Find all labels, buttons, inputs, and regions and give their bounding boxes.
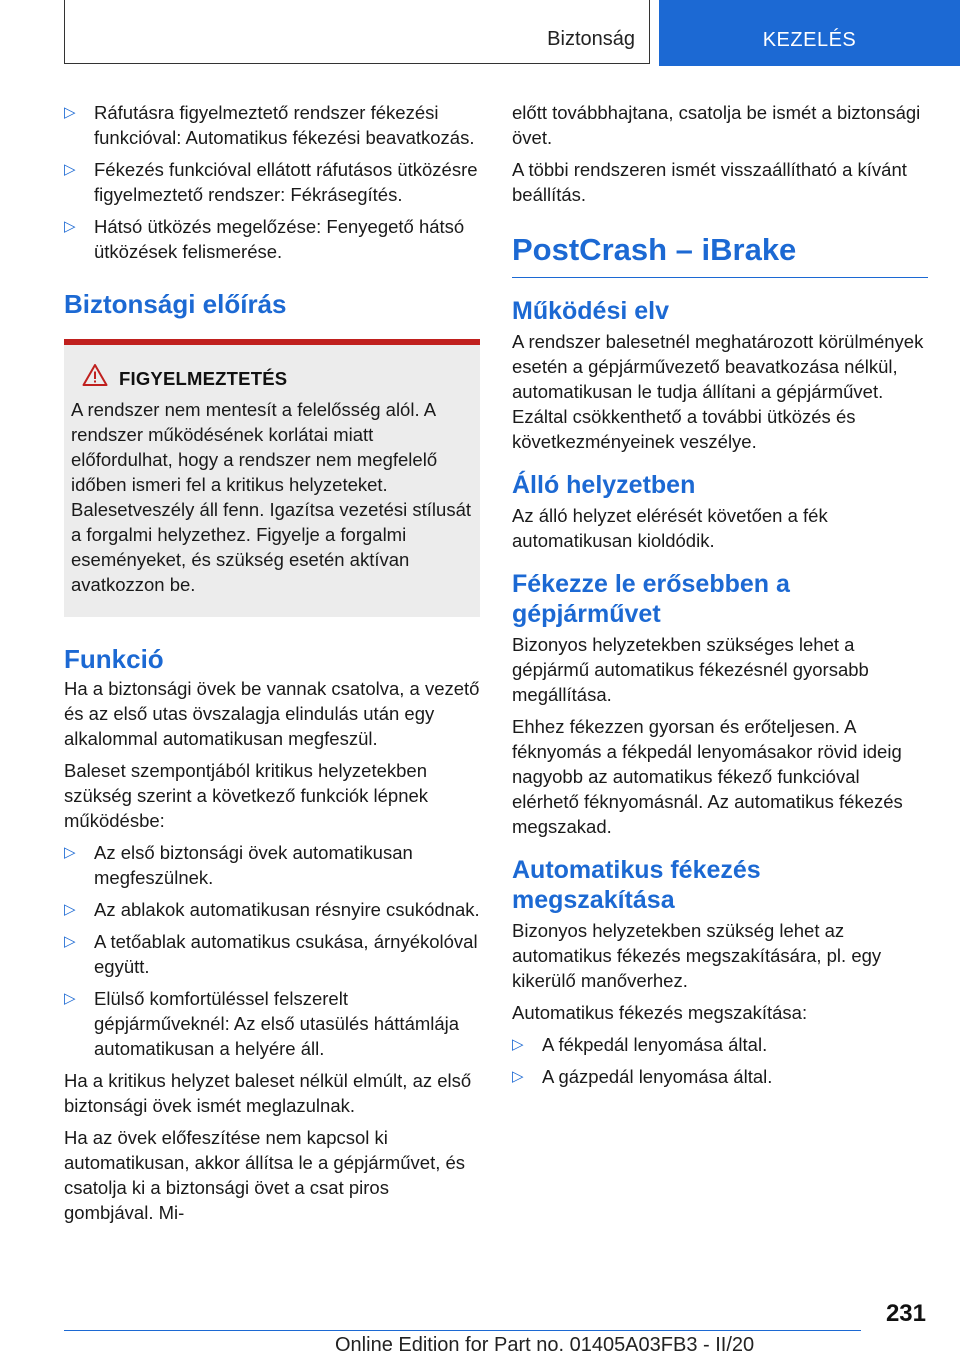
triangle-bullet-icon: ▷ xyxy=(512,1036,524,1053)
interrupt-list xyxy=(512,1032,928,1089)
warning-header xyxy=(71,345,473,397)
standstill-heading: Álló helyzetben xyxy=(512,471,696,499)
header-chapter-label: KEZELÉS xyxy=(762,29,857,51)
standstill-paragraph: Az álló helyzet elérését követően a fék automatikusan kioldódik. xyxy=(512,505,828,551)
interrupt-heading: Automatikus fékezés megszakítása xyxy=(512,856,761,914)
header-section-title: Biztonság xyxy=(547,28,635,50)
warning-title: FIGYELMEZTETÉS xyxy=(119,368,288,389)
triangle-bullet-icon: ▷ xyxy=(64,161,76,178)
principle-heading: Működési elv xyxy=(512,297,669,325)
triangle-bullet-icon: ▷ xyxy=(64,218,76,235)
triangle-bullet-icon: ▷ xyxy=(64,933,76,950)
warning-triangle-icon xyxy=(82,363,108,387)
list-item: ▷ Az első biztonsági övek automatikusan megfeszülnek. xyxy=(64,842,413,888)
warning-text: A rendszer nem mentesít a felelősség alól. A rendszer működésének korlátai miatt előfordulhat, hogy a rendszer nem megfelelő időben ismeri fel a kritikus helyzeteket. Balesetveszély áll fenn. Igazítsa vezetési stílusát a forgalmi helyzethez. Figyelje a forgalmi eseményeket, és szükség esetén aktívan avatkozzon be. xyxy=(71,399,472,595)
header-chapter-tab xyxy=(659,0,960,66)
postcrash-heading: PostCrash – iBrake xyxy=(512,231,928,278)
list-item: ▷ Az ablakok automatikusan résnyire csukódnak. xyxy=(64,899,480,920)
list-item: ▷ A fékpedál lenyomása által. xyxy=(512,1034,768,1055)
interrupt-paragraph: Bizonyos helyzetekben szükség lehet az automatikus fékezés megszakítására, pl. egy kikerülő manőverhez. xyxy=(512,920,882,991)
function-list xyxy=(64,840,480,1061)
page-header xyxy=(0,0,960,66)
header-section-box xyxy=(64,0,650,64)
function-paragraph: Ha az övek előfeszítése nem kapcsol ki automatikusan, akkor állítsa le a gépjárművet, és csatolja ki a biztonsági övet a csat piros gombjával. Mi- xyxy=(64,1127,466,1223)
principle-paragraph: A rendszer balesetnél meghatározott körülmények esetén a gépjárművezető beavatkozása nélkül, automatikusan le tudja állítani a gépjárművet. Ezáltal csökkenthető a további ütközés és következményeinek veszélye. xyxy=(512,331,924,452)
function-paragraph: Ha a biztonsági övek be vannak csatolva, a vezető és az első utas övszalagja elindulás után egy alkalommal automatikusan megfeszül. xyxy=(64,678,480,749)
triangle-bullet-icon: ▷ xyxy=(64,901,76,918)
function-paragraph: Baleset szempontjából kritikus helyzetekben szükség szerint a következő funkciók lépnek működésbe: xyxy=(64,760,429,831)
triangle-bullet-icon: ▷ xyxy=(512,1068,524,1085)
right-column xyxy=(512,100,928,1096)
list-item: ▷ A tetőablak automatikus csukása, árnyékolóval együtt. xyxy=(64,931,478,977)
warning-box xyxy=(64,339,480,617)
function-paragraph: Ha a kritikus helyzet baleset nélkül elmúlt, az első biztonsági övek ismét meglazulnak. xyxy=(64,1070,472,1116)
list-item: ▷ Elülső komfortüléssel felszerelt gépjárműveknél: Az első utasülés háttámlája automatikusan a helyére áll. xyxy=(64,988,460,1059)
list-item: ▷ A gázpedál lenyomása által. xyxy=(512,1066,773,1087)
left-column xyxy=(64,100,480,1232)
triangle-bullet-icon: ▷ xyxy=(64,844,76,861)
list-item: ▷ Hátsó ütközés megelőzése: Fenyegető hátsó ütközések felismerése. xyxy=(64,216,465,262)
stronger-braking-heading: Fékezze le erősebben a gépjárművet xyxy=(512,570,790,628)
function-heading: Funkció xyxy=(64,644,164,674)
feature-list xyxy=(64,100,480,264)
stronger-braking-paragraph: Ehhez fékezzen gyorsan és erőteljesen. A féknyomás a fékpedál lenyomásakor rövid ideig nagyobb az automatikus fékező funkcióval elérhető féknyomásnál. Az automatikus fékezés megszakad. xyxy=(512,716,903,837)
interrupt-paragraph: Automatikus fékezés megszakítása: xyxy=(512,1002,808,1023)
edition-note: Online Edition for Part no. 01405A03FB3 - II/20 xyxy=(335,1334,755,1356)
page-number: 231 xyxy=(885,1300,926,1327)
safety-heading: Biztonsági előírás xyxy=(64,289,287,319)
stronger-braking-paragraph: Bizonyos helyzetekben szükséges lehet a gépjármű automatikus fékezésnél gyorsabb megállítása. xyxy=(512,634,869,705)
list-item: ▷ Ráfutásra figyelmeztető rendszer fékezési funkcióval: Automatikus fékezési beavatkozás. xyxy=(64,102,475,148)
triangle-bullet-icon: ▷ xyxy=(64,104,76,121)
triangle-bullet-icon: ▷ xyxy=(64,990,76,1007)
continued-paragraph: A többi rendszeren ismét visszaállítható a kívánt beállítás. xyxy=(512,159,907,205)
list-item: ▷ Fékezés funkcióval ellátott ráfutásos ütközésre figyelmeztető rendszer: Fékrásegítés. xyxy=(64,159,478,205)
continued-paragraph: előtt továbbhajtana, csatolja be ismét a biztonsági övet. xyxy=(512,102,921,148)
footer-divider xyxy=(64,1330,861,1331)
